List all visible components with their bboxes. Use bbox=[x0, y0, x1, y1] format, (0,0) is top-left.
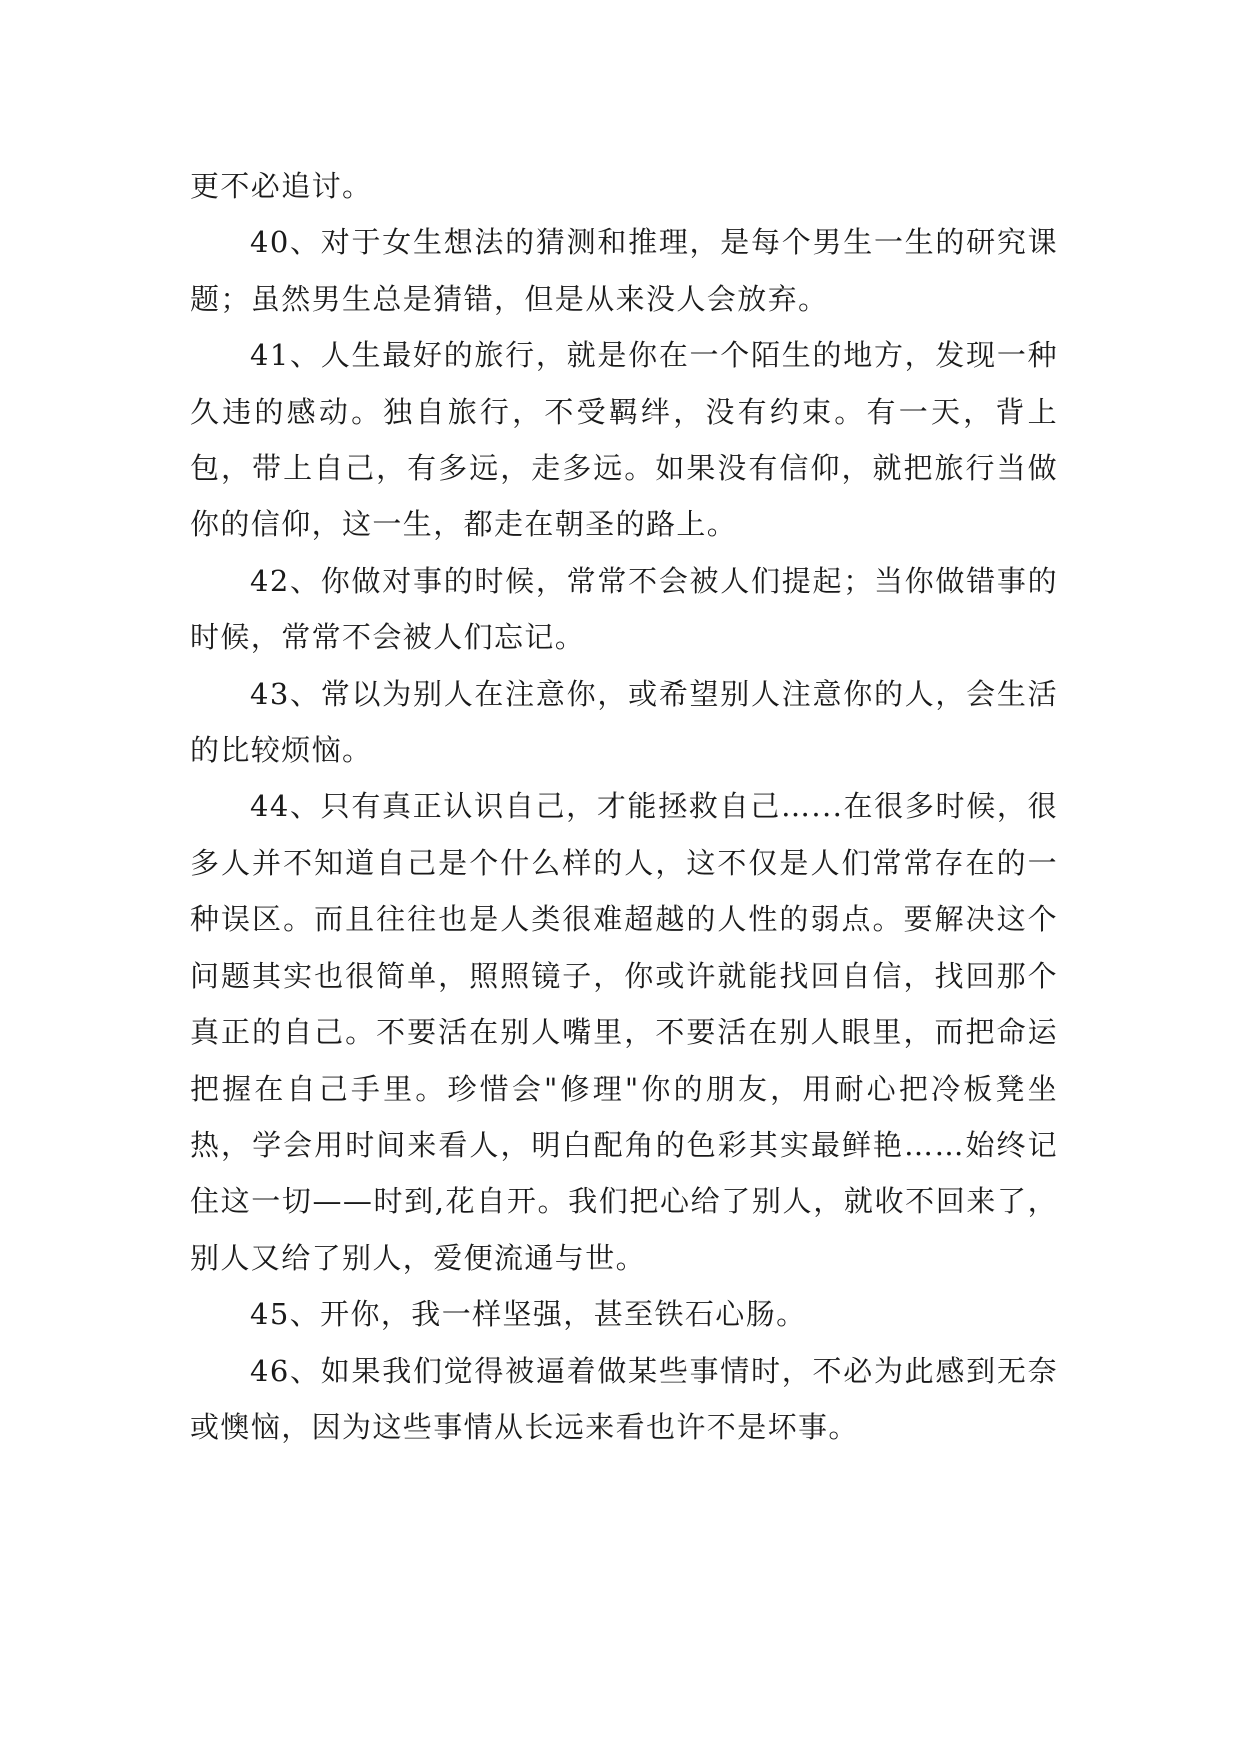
paragraph-continuation: 更不必追讨。 bbox=[190, 169, 373, 203]
paragraph-46: 46、如果我们觉得被逼着做某些事情时，不必为此感到无奈或懊恼，因为这些事情从长远来看也许不是坏事。 bbox=[190, 1353, 1058, 1444]
paragraph-45: 45、开你，我一样坚强，甚至铁石心肠。 bbox=[250, 1297, 807, 1332]
paragraph-44: 44、只有真正认识自己，才能拯救自己…...在很多时候，很多人并不知道自己是个什么样的人，这不仅是人们常常存在的一种误区。而且往往也是人类很难超越的人性的弱点。要解决这个问题其实也很简单，照照镜子，你或许就能找回自信，找回那个真正的自己。不要活在别人嘴里，不要活在别人眼里，而把命运把握在自己手里。珍惜会"修理"你的朋友，用耐心把冷板凳坐热，学会用时间来看人，明白配角的色彩其实最鲜艳……始终记住这一切——时到,花自开。我们把心给了别人，就收不回来了，别人又给了别人，爱便流通与世。 bbox=[190, 789, 1058, 1275]
document-body bbox=[190, 158, 1058, 1455]
paragraph-43: 43、常以为别人在注意你，或希望别人注意你的人，会生活的比较烦恼。 bbox=[190, 676, 1058, 768]
paragraph-42: 42、你做对事的时候，常常不会被人们提起；当你做错事的时候，常常不会被人们忘记。 bbox=[190, 563, 1058, 655]
paragraph-41: 41、人生最好的旅行，就是你在一个陌生的地方，发现一种久违的感动。独自旅行，不受羁绊，没有约束。有一天，背上包，带上自己，有多远，走多远。如果没有信仰，就把旅行当做你的信仰，这一生，都走在朝圣的路上。 bbox=[190, 338, 1058, 542]
paragraph-40: 40、对于女生想法的猜测和推理，是每个男生一生的研究课题；虽然男生总是猜错，但是从来没人会放弃。 bbox=[190, 225, 1058, 316]
